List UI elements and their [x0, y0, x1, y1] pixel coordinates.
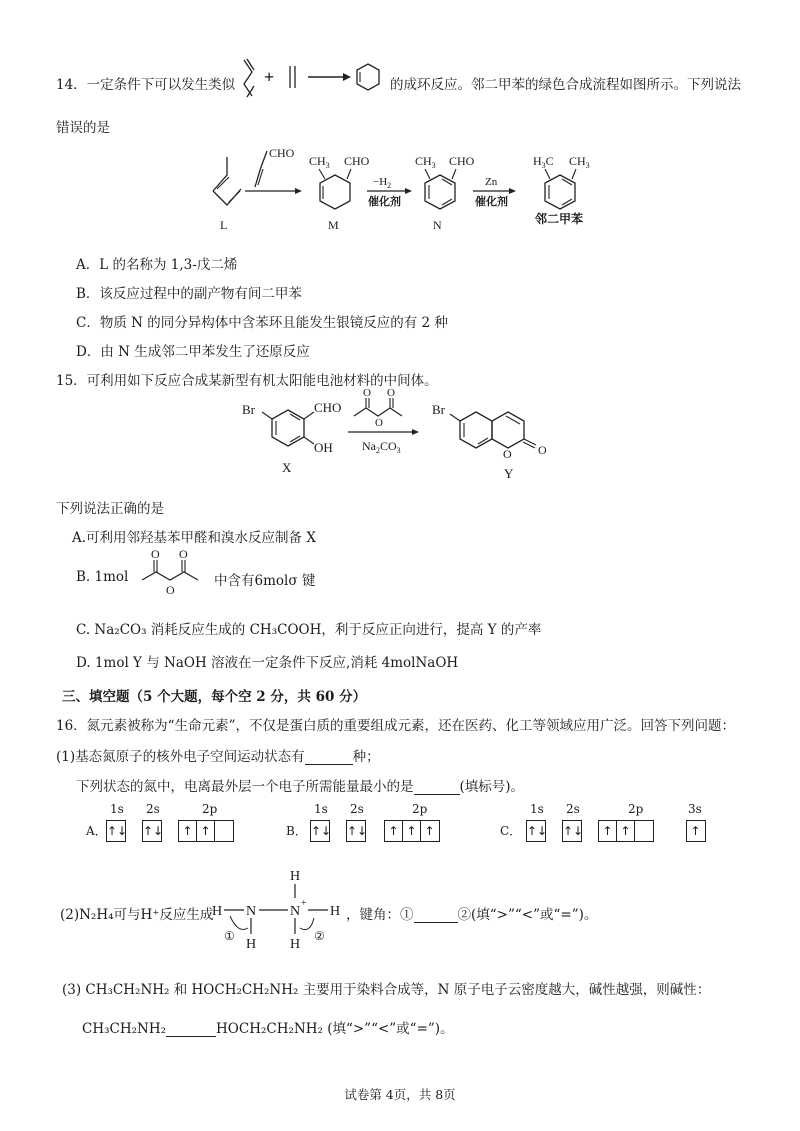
svg-text:O: O [179, 547, 188, 561]
q14-option-b: B．该反应过程中的副产物有间二甲苯 [76, 286, 302, 302]
q16-part1: (1)基态氮原子的核外电子空间运动状态有 种； [56, 749, 380, 765]
svg-text:Zn: Zn [485, 176, 498, 188]
svg-text:O: O [503, 447, 512, 461]
q15-option-d: D. 1mol Y 与 NaOH 溶液在一定条件下反应,消耗 4molNaOH [76, 655, 459, 671]
svg-text:O: O [538, 443, 547, 457]
label-M: M [328, 218, 339, 232]
q16-part2-post: ，键角：① ②(填“>”“<”或“=”)。 [346, 907, 598, 923]
q15-option-a: A.可利用邻羟基苯甲醛和溴水反应制备 X [72, 530, 316, 546]
svg-text:H: H [290, 937, 301, 952]
svg-text:Br: Br [432, 402, 445, 417]
svg-text:H: H [212, 904, 223, 919]
svg-text:OH: OH [314, 440, 333, 455]
svg-text:H: H [246, 937, 257, 952]
svg-text:①: ① [224, 929, 235, 943]
q15-question: 下列说法正确的是 [56, 501, 164, 517]
svg-text:O: O [363, 387, 371, 399]
answer-blank[interactable] [414, 906, 458, 923]
label-N: N [433, 218, 442, 232]
svg-text:CHO: CHO [269, 146, 295, 160]
label-X: X [282, 460, 292, 475]
svg-text:+: + [264, 67, 275, 87]
svg-text:催化剂: 催化剂 [368, 196, 401, 208]
q15-reaction-scheme [236, 387, 576, 490]
q16-part2-pre: (2)N₂H₄可与H⁺反应生成 [60, 907, 214, 923]
q14-option-a: A．L 的名称为 1,3-戊二烯 [76, 257, 238, 273]
svg-text:H: H [330, 904, 341, 919]
svg-text:H: H [290, 869, 301, 884]
svg-text:CHO: CHO [449, 154, 475, 168]
q14-stem-part2: 的成环反应。邻二甲苯的绿色合成流程如图所示。下列说法 [390, 77, 741, 93]
q15-option-c: C. Na₂CO₃ 消耗反应生成的 CH₃COOH，利于反应正向进行，提高 Y 的产率 [76, 622, 542, 638]
q14-stem-line2: 错误的是 [56, 120, 110, 136]
svg-text:N: N [290, 904, 301, 919]
q14-synthesis-scheme [205, 143, 625, 238]
answer-blank[interactable] [166, 1020, 216, 1037]
q16-part3-line1: (3) CH₃CH₂NH₂ 和 HOCH₂CH₂NH₂ 主要用于染料合成等，N 原子电子云密度越大，碱性越强，则碱性： [62, 982, 711, 998]
q14-inline-reaction [238, 52, 398, 112]
q15-option-b-label: B. 1mol [76, 569, 129, 585]
q16-part3-line2: CH₃CH₂NH₂ HOCH₂CH₂NH₂ (填“>”“<”或“=”)。 [82, 1021, 454, 1037]
svg-text:N: N [246, 904, 257, 919]
svg-text:Br: Br [242, 402, 255, 417]
q15-option-b-text: 中含有6molσ 键 [214, 573, 316, 589]
svg-text:催化剂: 催化剂 [475, 196, 508, 208]
svg-text:H3C: $H_3C$ [533, 154, 554, 170]
n2h5-plus-structure [210, 868, 350, 958]
svg-text:CHO: CHO [314, 400, 342, 415]
svg-text:CHO: CHO [344, 154, 370, 168]
answer-blank[interactable] [414, 778, 460, 795]
label-product: 邻二甲苯 [535, 212, 584, 226]
q15-stem: 15．可利用如下反应合成某新型有机太阳能电池材料的中间体。 [56, 373, 438, 389]
svg-text:CH3: $CH_3$ [415, 154, 436, 170]
q14-option-c: C．物质 N 的同分异构体中含苯环且能发生银镜反应的有 2 种 [76, 315, 448, 331]
svg-text:CH3: $CH_3$ [309, 154, 330, 170]
answer-blank[interactable] [305, 748, 353, 765]
svg-text:Na2CO3: $Na_2CO_3$ [362, 439, 401, 455]
label-Y: Y [504, 466, 514, 481]
svg-text:O: O [151, 547, 160, 561]
svg-text:CH3: $CH_3$ [569, 154, 590, 170]
page-footer: 试卷第 4页，共 8页 [344, 1087, 456, 1102]
svg-text:O: O [375, 417, 383, 429]
q16-part1b: 下列状态的氮中，电离最外层一个电子所需能量最小的是 (填标号)。 [76, 779, 525, 795]
svg-text:+: + [301, 898, 307, 909]
q14-option-d: D．由 N 生成邻二甲苯发生了还原反应 [76, 344, 310, 360]
q16-stem: 16．氮元素被称为“生命元素”，不仅是蛋白质的重要组成元素，还在医药、化工等领域应用广泛。回答下列问题： [56, 718, 735, 734]
svg-text:−H2: $-H_2$ [373, 176, 392, 190]
q14-stem-part1: 14．一定条件下可以发生类似 [56, 77, 236, 93]
svg-text:O: O [387, 387, 395, 399]
section-title: 三、填空题（5 个大题，每个空 2 分，共 60 分） [62, 689, 367, 705]
svg-text:②: ② [314, 929, 325, 943]
svg-text:O: O [166, 583, 175, 597]
label-L: L [220, 218, 228, 232]
